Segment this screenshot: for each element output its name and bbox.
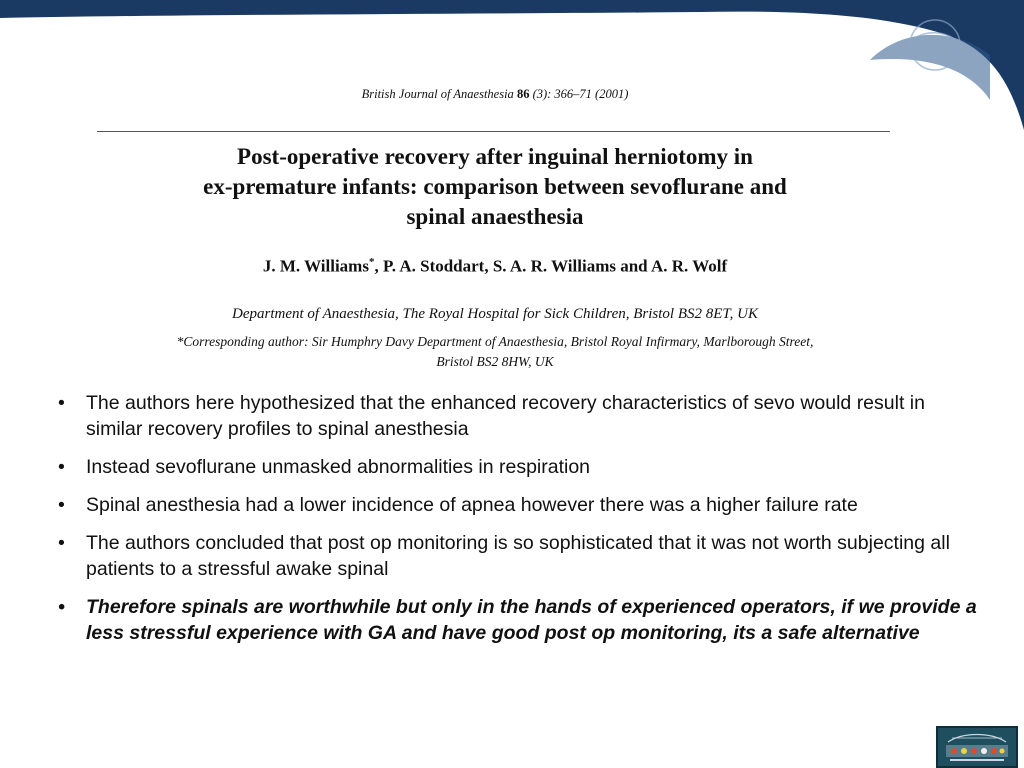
bullet-list [58, 390, 978, 658]
paper-authors [95, 256, 895, 277]
author-rest: , P. A. Stoddart, S. A. R. Williams and A. R. Wolf [374, 256, 728, 276]
bullet-text: The authors here hypothesized that the enhanced recovery characteristics of sevo would result in similar recovery profiles to spinal anesthesia [86, 392, 925, 440]
bullet-text: Spinal anesthesia had a lower incidence of apnea however there was a higher failure rate [86, 494, 858, 516]
bullet-item-conclusion [58, 594, 978, 646]
bullet-icon: • [58, 456, 65, 478]
title-line: Post-operative recovery after inguinal herniotomy in [237, 144, 753, 169]
header-swoosh [0, 0, 1024, 160]
bullet-item [58, 492, 978, 518]
bullet-icon: • [58, 392, 65, 414]
journal-citation [95, 87, 895, 102]
bullet-text: The authors concluded that post op monitoring is so sophisticated that it was not worth subjecting all patients to a stressful awake spinal [86, 532, 950, 580]
journal-issue-pages: (3): 366–71 (2001) [532, 87, 629, 101]
title-line: spinal anaesthesia [406, 204, 584, 229]
header-divider [97, 131, 890, 132]
corresponding-author [95, 332, 895, 372]
bullet-icon: • [58, 494, 65, 516]
bullet-text: Therefore spinals are worthwhile but only in the hands of experienced operators, if we provide a less stressful experience with GA and have good post op monitoring, its a safe alternative [86, 596, 977, 644]
bullet-text: Instead sevoflurane unmasked abnormalities in respiration [86, 456, 591, 478]
bullet-icon: • [58, 532, 65, 554]
paper-title [95, 142, 895, 232]
bullet-item [58, 390, 978, 442]
bullet-item [58, 530, 978, 582]
corresponding-mark: * [368, 256, 375, 268]
bullet-icon: • [58, 596, 65, 618]
title-line: ex-premature infants: comparison between sevoflurane and [203, 174, 787, 199]
paper-affiliation: Department of Anaesthesia, The Royal Hospital for Sick Children, Bristol BS2 8ET, UK [232, 306, 758, 322]
corresponding-line: Bristol BS2 8HW, UK [436, 354, 554, 369]
journal-volume: 86 [516, 87, 530, 101]
society-logo [936, 726, 1018, 768]
bullet-item [58, 454, 978, 480]
author-lead: J. M. Williams [262, 256, 369, 276]
corresponding-line: *Corresponding author: Sir Humphry Davy Department of Anaesthesia, Bristol Royal Infirmary, Marlborough Street, [176, 334, 814, 349]
journal-name: British Journal of Anaesthesia [361, 87, 514, 101]
